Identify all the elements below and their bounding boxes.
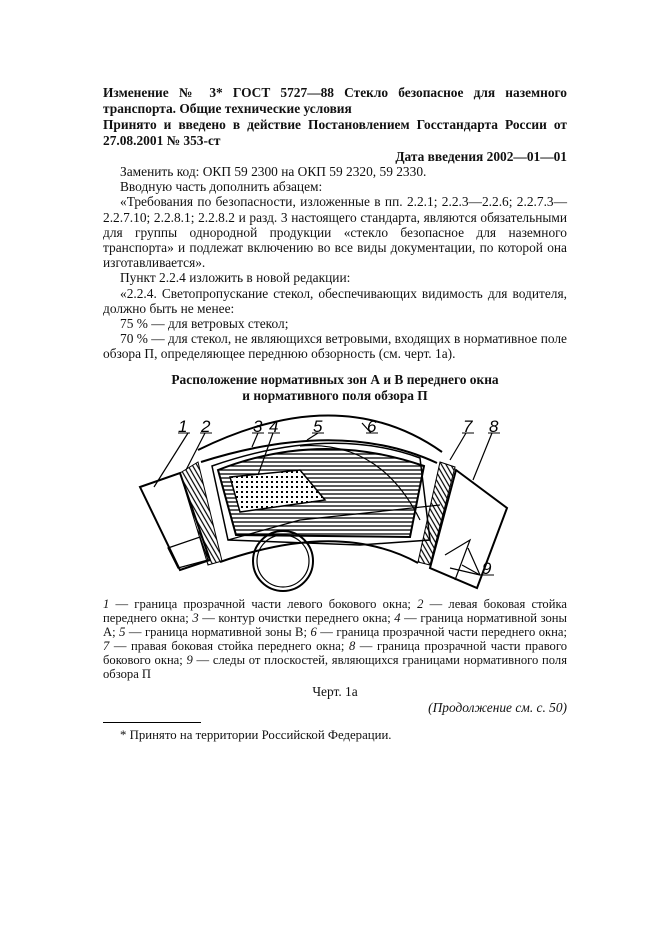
legend-text: — граница прозрачной части переднего окна; <box>316 625 567 639</box>
legend-text: — контур очистки переднего окна; <box>198 611 395 625</box>
figure-caption: Черт. 1а <box>312 684 358 699</box>
legend-text: — граница нормативной зоны А; <box>103 611 567 639</box>
lower-flow <box>103 597 567 743</box>
legend-list <box>103 597 567 681</box>
paragraph: Заменить код: ОКП 59 2300 на ОКП 59 2320, 59 2330. <box>120 164 427 179</box>
steering-wheel <box>253 531 313 591</box>
paragraph: Пункт 2.2.4 изложить в новой редакции: <box>120 270 351 286</box>
legend-text: — граница нормативной зоны В; <box>125 625 311 639</box>
paragraph: Вводную часть дополнить абзацем: <box>120 179 323 195</box>
label-2: 2 <box>201 417 211 436</box>
paragraph: 75 % — для ветровых стекол; <box>120 316 289 332</box>
legend-text: — левая боковая стойка переднего окна; <box>103 597 567 625</box>
legend-text: — граница прозрачной части правого бокового окна; <box>103 639 567 667</box>
left-pillar <box>180 462 222 565</box>
legend-number: 2 <box>417 597 424 611</box>
effective-date: Дата введения 2002—01—01 <box>395 149 567 164</box>
paragraph: «2.2.4. Светопропускание стекол, обеспечивающих видимость для водителя, должно быть не менее: <box>103 285 567 316</box>
adoption-note: Принято и введено в действие Постановлением Госстандарта России от 27.08.2001 № 353-ст <box>103 117 567 148</box>
label-7: 7 <box>463 417 473 436</box>
paragraph: «Требования по безопасности, изложенные в пп. 2.2.1; 2.2.3—2.2.6; 2.2.7.3—2.2.7.10; 2.2.8.1; 2.2.8.2 и разд. 3 настоящего стандарта, являются обязательными для группы однородной продукции «стекло безопасное для наземного транспорта» и подлежат включению во все виды документации, по которой она изготавливается». <box>103 194 567 271</box>
label-9: 9 <box>482 559 492 578</box>
amendment-title: Изменение № 3* ГОСТ 5727—88 Стекло безопасное для наземного транспорта. Общие технические условия <box>103 85 567 116</box>
legend-number: 8 <box>348 639 356 653</box>
label-8: 8 <box>489 417 499 436</box>
legend-number: 9 <box>186 653 193 667</box>
label-4: 4 <box>269 417 279 436</box>
legend-number: 5 <box>119 625 126 639</box>
continuation-note <box>103 700 567 716</box>
legend-number: 7 <box>103 639 110 653</box>
legend-text: — граница прозрачной части левого бокового окна; <box>109 597 418 611</box>
right-pillar <box>418 462 455 565</box>
legend-number: 4 <box>394 611 401 625</box>
footnote-divider <box>103 722 201 723</box>
label-6: 6 <box>367 417 377 436</box>
label-1: 1 <box>178 417 188 436</box>
legend-text: — правая боковая стойка переднего окна; <box>109 639 349 653</box>
legend-number: 1 <box>103 597 110 611</box>
continuation-text: (Продолжение см. с. 50) <box>428 700 567 715</box>
label-3: 3 <box>253 417 263 436</box>
legend-text: — следы от плоскостей, являющихся границами нормативного поля обзора П <box>103 653 567 681</box>
legend-number: 6 <box>310 625 317 639</box>
legend-number: 3 <box>192 611 199 625</box>
footnote: * Принято на территории Российской Федерации. <box>120 728 392 742</box>
label-5: 5 <box>313 417 323 436</box>
figure-legend <box>103 597 567 681</box>
figure-title-line: Расположение нормативных зон А и В переднего окна <box>171 371 499 387</box>
paragraph: 70 % — для стекол, не являющихся ветровыми, входящих в нормативное поле обзора П, определяющее переднюю обзорность (см. черт. 1а). <box>103 331 567 362</box>
figure-title-line: и нормативного поля обзора П <box>242 387 428 403</box>
